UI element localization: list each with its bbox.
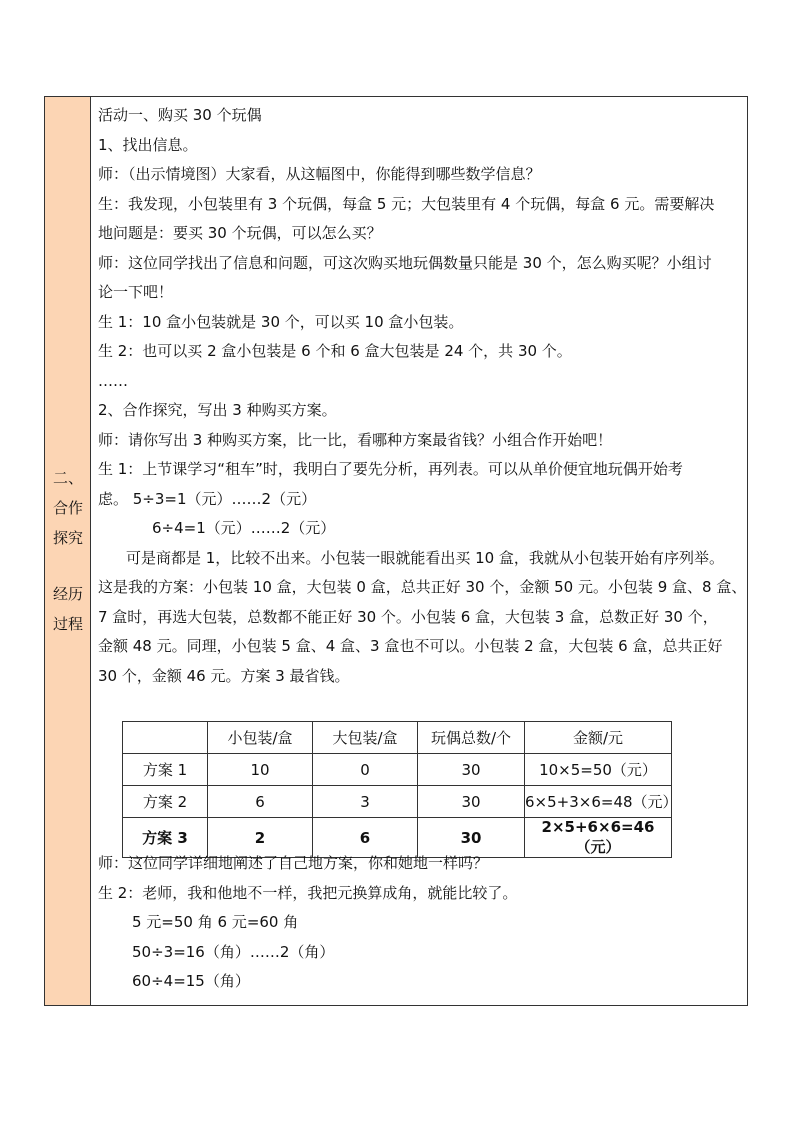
activity-title: 活动一、购买 30 个玩偶: [98, 106, 262, 124]
section-label-column: [45, 97, 91, 1005]
table-header-cell: 玩偶总数/个: [418, 722, 525, 754]
section-label-line: 二、: [52, 469, 83, 487]
paragraph-line: 这是我的方案：小包装 10 盒，大包装 0 盒，总共正好 30 个，金额 50 元。小包装 9 盒、8 盒、: [98, 578, 747, 596]
formula-line: 60÷4=15（角）: [132, 972, 250, 990]
formula-line: 50÷3=16（角）……2（角）: [132, 942, 335, 961]
dialogue-line: 师：请你写出 3 种购买方案，比一比，看哪种方案最省钱？小组合作开始吧！: [98, 430, 613, 449]
lesson-frame: [44, 96, 748, 1006]
table-cell: 2×5+6×6=46（元）: [525, 818, 672, 858]
lesson-content: [92, 97, 747, 1005]
table-header-cell: 金额/元: [525, 722, 672, 754]
formula-line: 6÷4=1（元）……2（元）: [152, 519, 336, 537]
table-row: [123, 754, 672, 786]
section-label-line: 探究: [52, 529, 83, 547]
table-cell: 3: [313, 786, 418, 818]
dialogue-line: 生 1：10 盒小包装就是 30 个，可以买 10 盒小包装。: [98, 312, 464, 331]
step-heading: 1、找出信息。: [98, 135, 198, 154]
after-table-content: [98, 849, 747, 997]
table-cell: 0: [313, 754, 418, 786]
dialogue-line: 生：我发现，小包装里有 3 个玩偶，每盒 5 元；大包装里有 4 个玩偶，每盒 6 元。需要解决: [98, 194, 715, 213]
table-cell: 10: [208, 754, 313, 786]
dialogue-line: 师：（出示情境图）大家看，从这幅图中，你能得到哪些数学信息？: [98, 165, 541, 183]
dialogue-line: 论一下吧！: [98, 283, 174, 301]
dialogue-line: 生 1：上节课学习“租车”时，我明白了要先分析，再列表。可以从单价便宜地玩偶开始考: [98, 460, 683, 478]
table-header-row: [123, 722, 672, 754]
table-header-cell: [123, 722, 208, 754]
table-header-cell: 大包装/盒: [313, 722, 418, 754]
table-cell: 30: [418, 818, 525, 858]
section-label-top: [45, 463, 91, 553]
paragraph-line: 可是商都是 1，比较不出来。小包装一眼就能看出买 10 盒，我就从小包装开始有序列举。: [126, 548, 724, 567]
purchase-plan-table: [122, 721, 678, 858]
table-cell: 6: [208, 786, 313, 818]
table-cell: 2: [208, 818, 313, 858]
dialogue-line: 地问题是：要买 30 个玩偶，可以怎么买？: [98, 224, 382, 242]
section-label-bottom: [45, 579, 91, 639]
table-cell: 30: [418, 754, 525, 786]
section-label-line: 合作: [52, 499, 83, 517]
table-cell: 方案 1: [123, 754, 208, 786]
section-label-line: 过程: [52, 615, 83, 633]
dialogue-line: 师：这位同学找出了信息和问题，可这次购买地玩偶数量只能是 30 个，怎么购买呢？小组讨: [98, 253, 712, 272]
table-cell: 6: [313, 818, 418, 858]
dialogue-line: 虑。 5÷3=1（元）……2（元）: [98, 489, 317, 508]
step-heading: 2、合作探究，写出 3 种购买方案。: [98, 401, 337, 419]
ellipsis-line: ……: [98, 371, 128, 390]
table-row: [123, 786, 672, 818]
table-cell: 方案 3: [123, 818, 208, 858]
paragraph-line: 金额 48 元。同理，小包装 5 盒、4 盒、3 盒也不可以。小包装 2 盒，大包装 6 盒，总共正好: [98, 637, 723, 655]
table-cell: 30: [418, 786, 525, 818]
formula-line: 5 元=50 角 6 元=60 角: [132, 913, 299, 931]
table-header-cell: 小包装/盒: [208, 722, 313, 754]
dialogue-line: 师：这位同学详细地阐述了自己地方案，你和她地一样吗？: [98, 854, 489, 872]
table-cell: 6×5+3×6=48（元）: [525, 786, 672, 818]
dialogue-line: 生 2：老师，我和他地不一样，我把元换算成角，就能比较了。: [98, 883, 518, 902]
paragraph-line: 30 个，金额 46 元。方案 3 最省钱。: [98, 666, 350, 685]
dialogue-line: 生 2：也可以买 2 盒小包装是 6 个和 6 盒大包装是 24 个，共 30 个。: [98, 342, 572, 360]
section-label-line: 经历: [52, 585, 83, 603]
table-cell: 10×5=50（元）: [525, 754, 672, 786]
paragraph-line: 7 盒时，再选大包装，总数都不能正好 30 个。小包装 6 盒，大包装 3 盒，总数正好 30 个，: [98, 607, 718, 626]
table-cell: 方案 2: [123, 786, 208, 818]
